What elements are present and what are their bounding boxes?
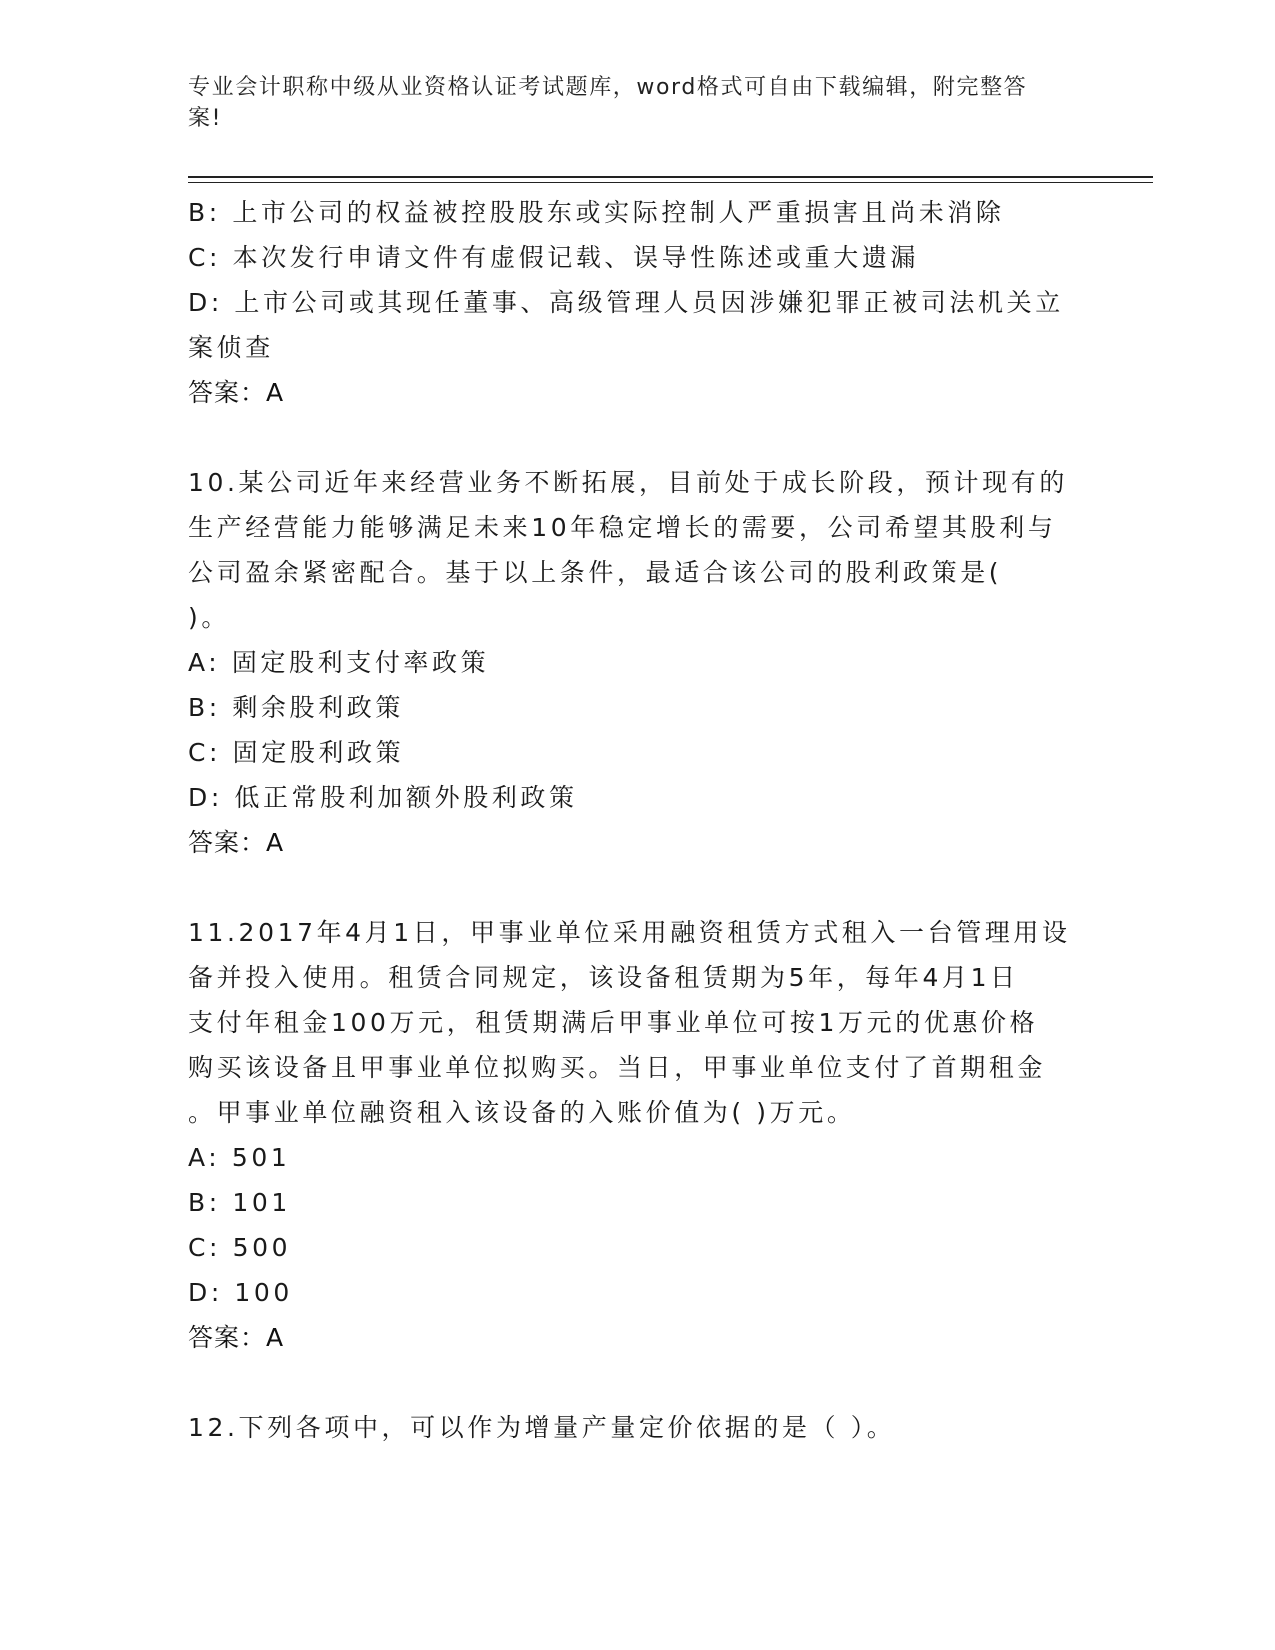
header-line-2: 案! <box>188 106 223 131</box>
question-stem: 11.2017年4月1日，甲事业单位采用融资租赁方式租入一台管理用设 <box>188 918 1071 947</box>
question-stem: )。 <box>188 603 230 632</box>
option-c: C: 本次发行申请文件有虚假记载、误导性陈述或重大遗漏 <box>188 243 920 272</box>
answer: 答案：A <box>188 828 285 857</box>
question-9-tail <box>188 190 1088 415</box>
spacer <box>188 1360 1088 1405</box>
question-11 <box>188 910 1088 1360</box>
option-a: A: 501 <box>188 1143 291 1172</box>
answer: 答案：A <box>188 1323 285 1352</box>
question-stem: 购买该设备且甲事业单位拟购买。当日，甲事业单位支付了首期租金 <box>188 1053 1047 1082</box>
option-c: C: 500 <box>188 1233 292 1262</box>
document-header <box>188 72 1068 134</box>
option-b: B: 上市公司的权益被控股股东或实际控制人严重损害且尚未消除 <box>188 198 1005 227</box>
answer: 答案：A <box>188 378 285 407</box>
header-line-1: 专业会计职称中级从业资格认证考试题库，word格式可自由下载编辑，附完整答 <box>188 75 1028 100</box>
option-d: D: 上市公司或其现任董事、高级管理人员因涉嫌犯罪正被司法机关立 <box>188 288 1064 317</box>
question-12 <box>188 1405 1088 1450</box>
option-d: D: 低正常股利加额外股利政策 <box>188 783 578 812</box>
header-rule-thin <box>188 182 1153 183</box>
option-d: D: 100 <box>188 1278 293 1307</box>
option-d-continued: 案侦查 <box>188 333 274 362</box>
option-b: B: 101 <box>188 1188 291 1217</box>
question-content <box>188 190 1088 1450</box>
question-stem: 12.下列各项中，可以作为增量产量定价依据的是（ ）。 <box>188 1413 896 1442</box>
option-a: A: 固定股利支付率政策 <box>188 648 490 677</box>
option-c: C: 固定股利政策 <box>188 738 405 767</box>
question-stem: 支付年租金100万元，租赁期满后甲事业单位可按1万元的优惠价格 <box>188 1008 1039 1037</box>
header-rule-thick <box>188 176 1153 178</box>
question-stem: 10.某公司近年来经营业务不断拓展，目前处于成长阶段，预计现有的 <box>188 468 1068 497</box>
spacer <box>188 865 1088 910</box>
question-stem: 公司盈余紧密配合。基于以上条件，最适合该公司的股利政策是( <box>188 558 1003 587</box>
option-b: B: 剩余股利政策 <box>188 693 404 722</box>
question-10 <box>188 460 1088 865</box>
question-stem: 备并投入使用。租赁合同规定，该设备租赁期为5年，每年4月1日 <box>188 963 1019 992</box>
question-stem: 。甲事业单位融资租入该设备的入账价值为( )万元。 <box>188 1098 856 1127</box>
spacer <box>188 415 1088 460</box>
question-stem: 生产经营能力能够满足未来10年稳定增长的需要，公司希望其股利与 <box>188 513 1057 542</box>
